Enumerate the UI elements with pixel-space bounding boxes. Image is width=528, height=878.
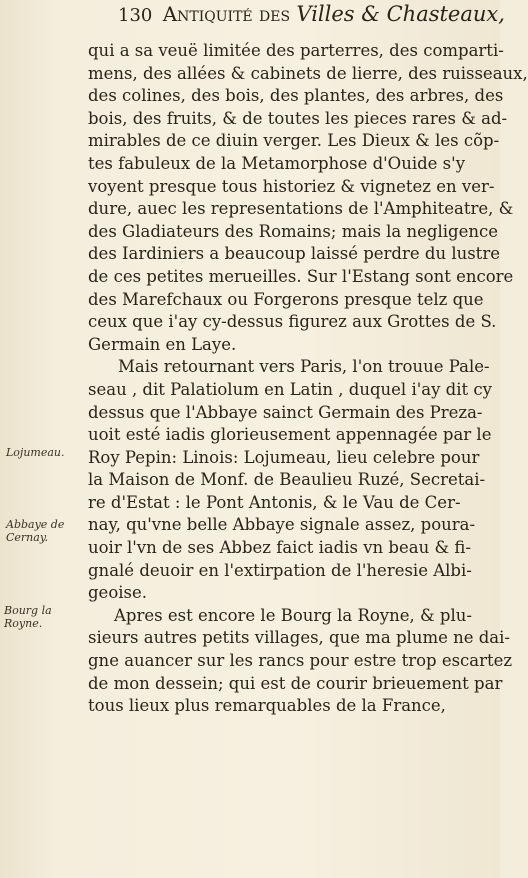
- text-line: mirables de ce diuin verger. Les Dieux & les cõp-: [88, 131, 500, 151]
- text-line: uoir l'vn de ses Abbez faict iadis vn beau & fi-: [88, 538, 471, 558]
- text-line: des Gladiateurs des Romains; mais la negligence: [88, 221, 498, 241]
- text-line: des colines, des bois, des plantes, des arbres, des: [88, 86, 504, 106]
- page-header: [118, 2, 505, 38]
- text-line: de ces petites merueilles. Sur l'Estang sont encore: [88, 266, 514, 286]
- text-line: tes fabuleux de la Metamorphose d'Ouide s'y: [88, 153, 466, 173]
- text-line: de mon dessein; qui est de courir brieuement par: [88, 673, 503, 693]
- text-line: qui a sa veuë limitée des parterres, des comparti-: [88, 41, 504, 60]
- text-line: voyent presque tous historiez & vignetez en ver-: [88, 176, 495, 196]
- text-line: ceux que i'ay cy-dessus figurez aux Grottes de S.: [88, 312, 497, 332]
- body-text: [88, 40, 528, 718]
- text-line: des Iardiniers a beaucoup laissé perdre du lustre: [88, 244, 500, 264]
- text-line: seau , dit Palatiolum en Latin , duquel i'ay dit cy: [88, 379, 492, 399]
- text-line: Roy Pepin: Linois: Lojumeau, lieu celebre pour: [88, 447, 480, 467]
- text-line: re d'Estat : le Pont Antonis, & le Vau de Cer-: [88, 492, 461, 512]
- text-line-paragraph-start: Apres est encore le Bourg la Royne, & plu-: [114, 605, 472, 625]
- text-line: geoise.: [88, 583, 148, 603]
- margin-note-abbaye-de-cernay: Abbaye de Cernay.: [6, 518, 65, 544]
- running-title-italic: Villes & Chasteaux,: [296, 2, 505, 26]
- text-line: bois, des fruits, & de toutes les pieces rares & ad-: [88, 108, 508, 128]
- text-line: nay, qu'vne belle Abbaye signale assez, poura-: [88, 515, 476, 535]
- text-line: uoit esté iadis glorieusement appennagée par le: [88, 425, 492, 445]
- margin-note-lojumeau: Lojumeau.: [6, 446, 65, 459]
- margin-note-bourg-la-royne: Bourg la Royne.: [4, 604, 52, 630]
- text-line: la Maison de Monf. de Beaulieu Ruzé, Secretai-: [88, 470, 486, 490]
- text-line: tous lieux plus remarquables de la France,: [88, 696, 446, 716]
- text-line-paragraph-start: Mais retournant vers Paris, l'on trouue Pale-: [118, 357, 490, 377]
- text-line: sieurs autres petits villages, que ma plume ne dai-: [88, 628, 510, 648]
- text-line: gne auancer sur les rancs pour estre trop escartez: [88, 651, 513, 671]
- text-line: dessus que l'Abbaye sainct Germain des Preza-: [88, 402, 483, 422]
- text-line: gnalé deuoir en l'extirpation de l'heresie Albi-: [88, 560, 472, 580]
- text-line: dure, auec les representations de l'Amphiteatre, &: [88, 199, 514, 219]
- running-title-roman: Antiquité des: [162, 2, 297, 26]
- page-number: 130: [118, 5, 153, 26]
- text-line: des Marefchaux ou Forgerons presque telz que: [88, 289, 484, 309]
- text-line: Germain en Laye.: [88, 334, 237, 354]
- text-line: mens, des allées & cabinets de lierre, des ruisseaux,: [88, 63, 528, 83]
